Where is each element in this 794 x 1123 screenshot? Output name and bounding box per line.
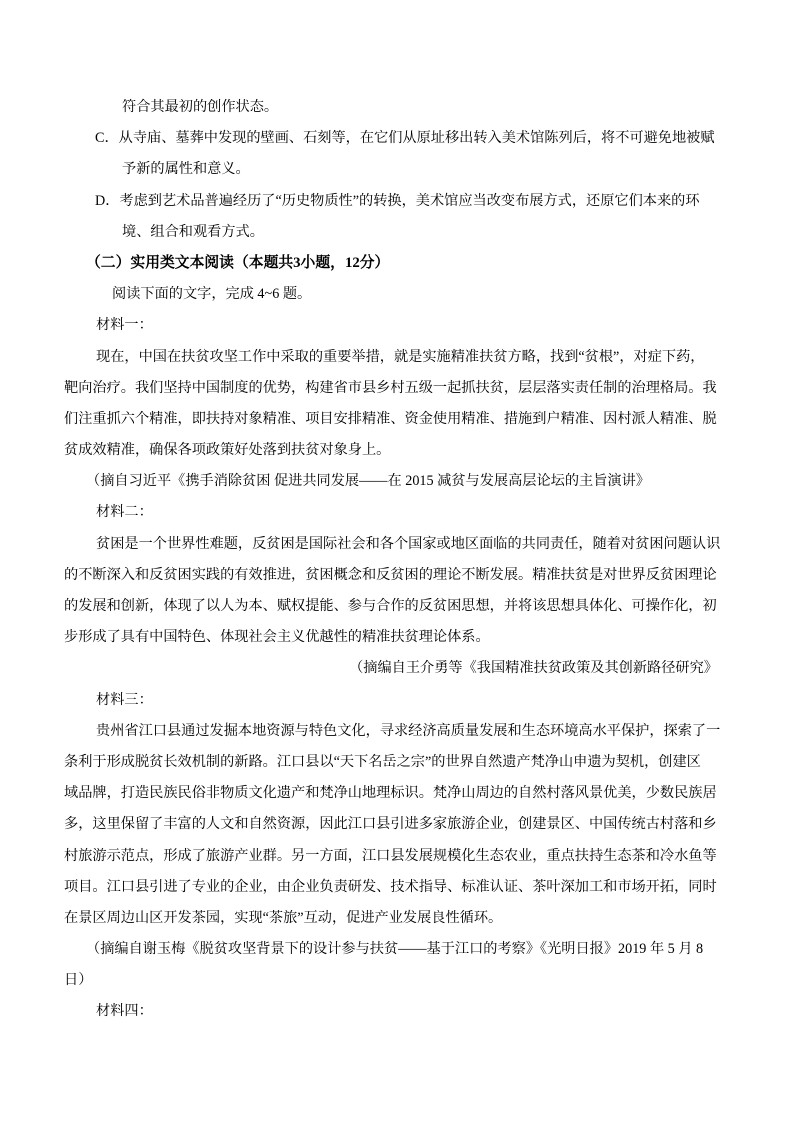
text-line: 域品牌，打造民族民俗非物质文化遗产和梵净山地理标识。梵净山周边的自然村落风景优美，少数民族居 bbox=[64, 785, 717, 802]
text-line: D．考虑到艺术品普遍经历了“历史物质性”的转换，美术馆应当改变布展方式，还原它们本来的环 bbox=[95, 192, 700, 209]
text-line: 村旅游示范点，形成了旅游产业群。另一方面，江口县发展规模化生态农业，重点扶持生态茶和冷水鱼等 bbox=[64, 847, 717, 864]
text-line: 的发展和创新，体现了以人为本、赋权提能、参与合作的反贫困思想，并将该思想具体化、可操作化，初 bbox=[64, 598, 717, 614]
text-line: （摘自习近平《携手消除贫困 促进共同发展——在 2015 减贫与发展高层论坛的主旨演讲》 bbox=[86, 473, 650, 490]
text-line: 材料二： bbox=[96, 504, 153, 521]
text-line: （摘编自谢玉梅《脱贫攻坚背景下的设计参与扶贫——基于江口的考察》《光明日报》2019 年 5 月 8 bbox=[86, 941, 704, 958]
text-line: 材料三： bbox=[96, 691, 153, 708]
text-line: 予新的属性和意义。 bbox=[122, 161, 250, 178]
text-line: 项目。江口县引进了专业的企业，由企业负责研发、技术指导、标准认证、茶叶深加工和市场开拓，同时 bbox=[64, 878, 717, 895]
text-line: 们注重抓六个精准，即扶持对象精准、项目安排精准、资金使用精准、措施到户精准、因村派人精准、脱 bbox=[64, 410, 717, 427]
text-line: （二）实用类文本阅读（本题共3小题，12分） bbox=[86, 254, 390, 271]
text-line: 贫成效精准，确保各项政策好处落到扶贫对象身上。 bbox=[64, 442, 391, 459]
text-line: 的不断深入和反贫困实践的有效推进，贫困概念和反贫困的理论不断发展。精准扶贫是对世界反贫困理论 bbox=[64, 566, 717, 583]
text-line: 靶向治疗。我们坚持中国制度的优势，构建省市县乡村五级一起抓扶贫，层层落实责任制的治理格局。我 bbox=[64, 379, 717, 396]
text-line: 步形成了具有中国特色、体现社会主义优越性的精准扶贫理论体系。 bbox=[64, 629, 490, 646]
text-line: 符合其最初的创作状态。 bbox=[122, 99, 279, 115]
text-line: 日） bbox=[64, 972, 93, 989]
text-line: 境、组合和观看方式。 bbox=[122, 223, 264, 240]
text-line: （摘编自王介勇等《我国精准扶贫政策及其创新路径研究》 bbox=[349, 660, 718, 677]
text-line: 现在，中国在扶贫攻坚工作中采取的重要举措，就是实施精准扶贫方略，找到“贫根”，对症下药， bbox=[96, 348, 705, 365]
text-line: 材料一： bbox=[96, 317, 153, 334]
text-line: C．从寺庙、墓葬中发现的壁画、石刻等，在它们从原址移出转入美术馆陈列后，将不可避免地被赋 bbox=[95, 130, 715, 147]
text-line: 在景区周边山区开发茶园，实现“茶旅”互动，促进产业发展良性循环。 bbox=[64, 909, 503, 926]
text-line: 贵州省江口县通过发掘本地资源与特色文化，寻求经济高质量发展和生态环境高水平保护，探索了一 bbox=[96, 722, 721, 739]
text-line: 阅读下面的文字，完成 4~6 题。 bbox=[112, 286, 312, 303]
text-line: 多，这里保留了丰富的人文和自然资源，因此江口县引进多家旅游企业，创建景区、中国传统古村落和乡 bbox=[64, 816, 717, 833]
text-line: 材料四： bbox=[96, 1003, 153, 1020]
text-line: 条利于形成脱贫长效机制的新路。江口县以“天下名岳之宗”的世界自然遗产梵净山申遗为契机，创建区 bbox=[64, 753, 701, 770]
document-text-block bbox=[0, 92, 794, 1028]
text-line: 贫困是一个世界性难题，反贫困是国际社会和各个国家或地区面临的共同责任，随着对贫困问题认识 bbox=[96, 535, 721, 552]
